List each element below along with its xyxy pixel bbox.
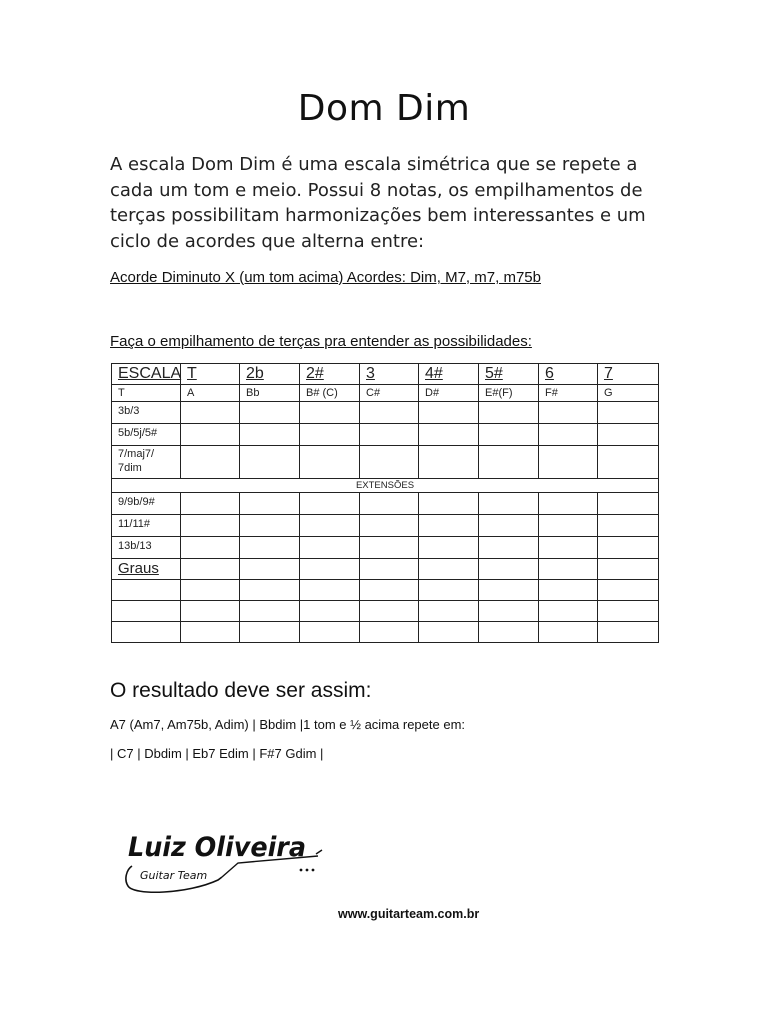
table-cell	[300, 559, 360, 580]
extensions-label: EXTENSÕES	[112, 479, 659, 493]
table-row	[112, 424, 659, 446]
table-cell	[112, 601, 181, 622]
table-cell	[479, 622, 539, 643]
table-row	[112, 537, 659, 559]
table-cell	[539, 493, 598, 515]
row-label: 11/11#	[112, 515, 181, 537]
chord-cycle-line: Acorde Diminuto X (um tom acima) Acordes: Dim, M7, m7, m75b	[110, 269, 541, 286]
table-row	[112, 622, 659, 643]
intro-paragraph: A escala Dom Dim é uma escala simétrica que se repete a cada um tom e meio. Possui 8 notas, os empilhamentos de terças possibilitam harmonizações bem interessantes e um ciclo de acordes que alterna entre:	[110, 154, 646, 252]
table-notes-row	[112, 385, 659, 402]
table-cell	[240, 446, 300, 479]
table-cell	[539, 580, 598, 601]
table-header-cell: 2b	[240, 364, 300, 385]
table-cell	[539, 446, 598, 479]
table-cell	[181, 446, 240, 479]
table-cell	[360, 493, 419, 515]
table-cell	[419, 580, 479, 601]
table-row	[112, 446, 659, 479]
table-cell	[598, 559, 659, 580]
table-cell	[181, 402, 240, 424]
table-cell	[300, 580, 360, 601]
table-cell	[598, 446, 659, 479]
luiz-oliveira-logo	[118, 818, 338, 900]
table-cell	[539, 622, 598, 643]
table-row	[112, 402, 659, 424]
table-cell	[479, 559, 539, 580]
table-cell	[300, 601, 360, 622]
table-cell	[539, 515, 598, 537]
table-header-cell: 3	[360, 364, 419, 385]
table-cell	[240, 559, 300, 580]
row-label: 3b/3	[112, 402, 181, 424]
table-cell: C#	[360, 385, 419, 402]
table-cell	[112, 622, 181, 643]
table-cell	[539, 537, 598, 559]
table-cell: E#(F)	[479, 385, 539, 402]
table-cell	[240, 515, 300, 537]
table-cell: A	[181, 385, 240, 402]
table-cell	[419, 493, 479, 515]
table-header-cell: 7	[598, 364, 659, 385]
table-cell	[360, 580, 419, 601]
table-cell	[598, 493, 659, 515]
table-row	[112, 493, 659, 515]
row-label: 13b/13	[112, 537, 181, 559]
page-title: Dom Dim	[297, 88, 471, 129]
thirds-stacking-table	[111, 363, 659, 643]
table-cell	[360, 424, 419, 446]
table-cell	[360, 559, 419, 580]
table-cell: B# (C)	[300, 385, 360, 402]
table-cell	[181, 601, 240, 622]
table-cell	[240, 601, 300, 622]
table-cell	[240, 537, 300, 559]
table-cell	[300, 537, 360, 559]
row-label: Graus	[112, 559, 181, 580]
table-cell	[240, 402, 300, 424]
table-header-cell: 4#	[419, 364, 479, 385]
table-cell	[479, 424, 539, 446]
table-cell	[539, 424, 598, 446]
table-cell	[598, 537, 659, 559]
table-cell	[479, 580, 539, 601]
table-cell	[419, 601, 479, 622]
table-cell	[598, 622, 659, 643]
table-cell	[539, 402, 598, 424]
table-header-cell: 2#	[300, 364, 360, 385]
result-heading: O resultado deve ser assim:	[110, 679, 372, 702]
table-cell	[479, 601, 539, 622]
logo-tagline: Guitar Team	[140, 869, 208, 882]
table-cell	[181, 515, 240, 537]
result-line-1: A7 (Am7, Am75b, Adim) | Bbdim |1 tom e ½ acima repete em:	[110, 717, 466, 732]
table-row	[112, 580, 659, 601]
table-cell	[181, 559, 240, 580]
extensions-row	[112, 479, 659, 493]
table-cell: T	[112, 385, 181, 402]
table-cell	[598, 424, 659, 446]
table-cell	[419, 402, 479, 424]
website-url: www.guitarteam.com.br	[338, 907, 480, 921]
table-cell	[240, 424, 300, 446]
table-cell	[419, 537, 479, 559]
table-header-cell: 6	[539, 364, 598, 385]
table-header-cell: 5#	[479, 364, 539, 385]
table-cell	[360, 402, 419, 424]
table-cell	[300, 622, 360, 643]
logo-name: Luiz Oliveira	[128, 832, 306, 863]
table-cell	[360, 622, 419, 643]
table-cell	[360, 601, 419, 622]
table-cell: D#	[419, 385, 479, 402]
table-cell	[240, 493, 300, 515]
result-line-2: | C7 | Dbdim | Eb7 Edim | F#7 Gdim |	[110, 746, 324, 761]
table-cell	[181, 622, 240, 643]
table-header-cell: ESCALA	[112, 364, 181, 385]
table-cell	[360, 446, 419, 479]
table-cell	[360, 537, 419, 559]
table-row	[112, 515, 659, 537]
row-label: 7/maj7/ 7dim	[112, 446, 181, 479]
table-cell	[300, 493, 360, 515]
table-cell: G	[598, 385, 659, 402]
table-cell	[419, 446, 479, 479]
table-cell	[419, 622, 479, 643]
table-cell	[479, 446, 539, 479]
table-cell	[240, 580, 300, 601]
table-cell	[598, 580, 659, 601]
table-cell: Bb	[240, 385, 300, 402]
table-cell	[598, 601, 659, 622]
table-row	[112, 601, 659, 622]
table-cell	[360, 515, 419, 537]
table-cell	[479, 515, 539, 537]
table-cell	[419, 424, 479, 446]
table-cell: F#	[539, 385, 598, 402]
row-label: 5b/5j/5#	[112, 424, 181, 446]
table-cell	[300, 424, 360, 446]
table-cell	[479, 402, 539, 424]
row-label: 9/9b/9#	[112, 493, 181, 515]
table-cell	[181, 537, 240, 559]
instruction-line: Faça o empilhamento de terças pra entender as possibilidades:	[110, 333, 532, 350]
table-cell	[181, 580, 240, 601]
table-header-row	[112, 364, 659, 385]
table-cell	[181, 493, 240, 515]
table-cell	[300, 402, 360, 424]
table-header-cell: T	[181, 364, 240, 385]
table-cell	[479, 537, 539, 559]
table-cell	[479, 493, 539, 515]
table-cell	[300, 446, 360, 479]
table-cell	[539, 601, 598, 622]
table-cell	[112, 580, 181, 601]
table-cell	[300, 515, 360, 537]
table-cell	[598, 402, 659, 424]
table-cell	[240, 622, 300, 643]
table-cell	[419, 515, 479, 537]
table-row	[112, 559, 659, 580]
table-cell	[419, 559, 479, 580]
table-cell	[539, 559, 598, 580]
table-cell	[598, 515, 659, 537]
table-cell	[181, 424, 240, 446]
